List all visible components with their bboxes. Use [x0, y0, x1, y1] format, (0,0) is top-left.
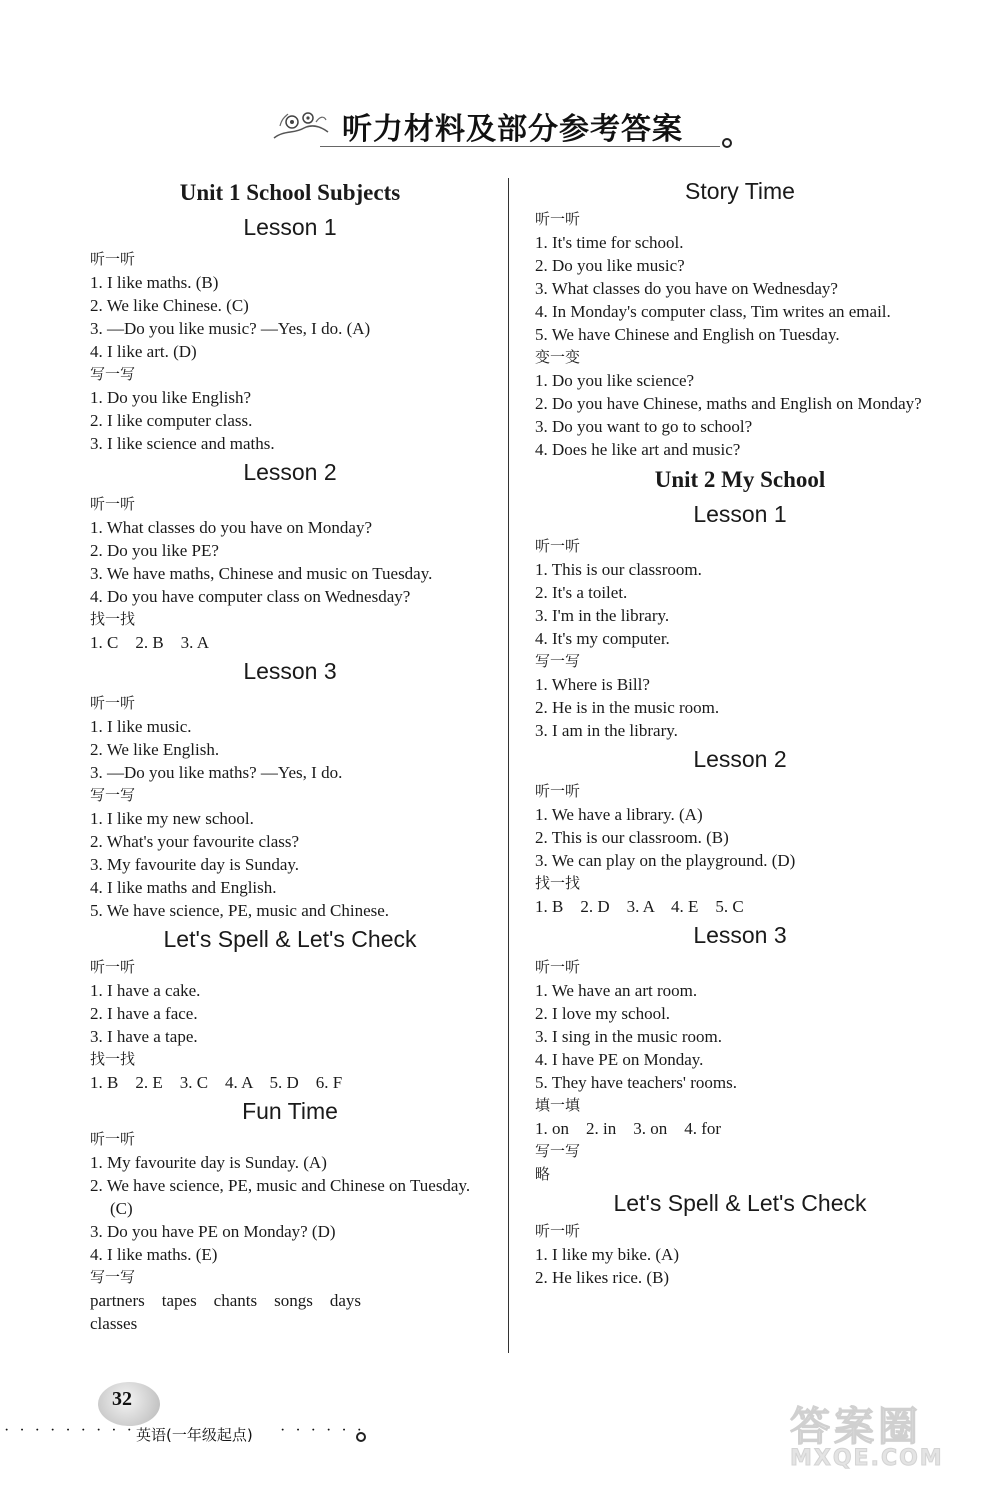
section-label: 听一听 [535, 537, 581, 555]
answer-line: 4. Does he like art and music? [535, 440, 741, 459]
answer-line: 2. He is in the music room. [535, 698, 720, 717]
answer-line: 3. I have a tape. [90, 1027, 198, 1046]
answer-line: 3. —Do you like maths? —Yes, I do. [90, 763, 343, 782]
page-number: 32 [112, 1388, 132, 1410]
answer-line: 略 [535, 1165, 551, 1183]
section-label: 听一听 [90, 495, 136, 513]
section-label: 变一变 [535, 348, 581, 366]
answer-line: 2. We like Chinese. (C) [90, 296, 249, 315]
lesson-heading: Lesson 2 [693, 746, 787, 772]
lesson-heading: Story Time [685, 178, 795, 204]
answer-line: 2. We like English. [90, 740, 220, 759]
answer-line: 1. Do you like English? [90, 388, 252, 407]
right-column [535, 174, 945, 1289]
lesson-heading: Lesson 3 [243, 658, 337, 684]
answer-line: 3. —Do you like music? —Yes, I do. (A) [90, 319, 371, 338]
answer-line: 3. I sing in the music room. [535, 1027, 722, 1046]
lesson-heading: Lesson 1 [243, 214, 337, 240]
column-divider [508, 178, 509, 1353]
header-ring-icon [722, 138, 732, 148]
answer-line: 1. We have an art room. [535, 981, 698, 1000]
lesson-heading: Fun Time [242, 1098, 338, 1124]
unit-heading: Unit 1 School Subjects [179, 180, 401, 205]
lesson-heading: Lesson 2 [243, 459, 337, 485]
answer-line: 1. I like my new school. [90, 809, 254, 828]
answer-line: 1. I have a cake. [90, 981, 201, 1000]
answer-line: 4. Do you have computer class on Wednesday? [90, 587, 411, 606]
section-label: 写一写 [535, 1142, 581, 1160]
section-label: 找一找 [535, 874, 581, 892]
answer-line: 3. Do you want to go to school? [535, 417, 753, 436]
answer-line: 4. I have PE on Monday. [535, 1050, 704, 1069]
answer-line: 3. I am in the library. [535, 721, 678, 740]
answer-line: 1. We have a library. (A) [535, 805, 703, 824]
answer-line: 3. I like science and maths. [90, 434, 275, 453]
header-underline [320, 146, 720, 147]
section-label: 听一听 [90, 958, 136, 976]
answer-line: 2. We have science, PE, music and Chinese on Tuesday. (C) [90, 1176, 471, 1218]
section-label: 填一填 [535, 1096, 581, 1114]
answer-line: 1. Do you like science? [535, 371, 695, 390]
footer-ring-icon [356, 1432, 366, 1442]
answer-line: 2. Do you have Chinese, maths and English on Monday? [535, 394, 922, 413]
answer-line: 2. I have a face. [90, 1004, 198, 1023]
section-label: 听一听 [535, 210, 581, 228]
section-label: 听一听 [535, 782, 581, 800]
answer-line: 3. I'm in the library. [535, 606, 670, 625]
answer-line: 4. I like art. (D) [90, 342, 197, 361]
answer-line: 1. I like music. [90, 717, 192, 736]
answer-line: 5. We have Chinese and English on Tuesday. [535, 325, 840, 344]
footer-subject: 英语(一年级起点) [136, 1426, 253, 1444]
answer-row: 1. C 2. B 3. A [90, 633, 210, 652]
answer-row: 1. B 2. E 3. C 4. A 5. D 6. F [90, 1073, 343, 1092]
section-label: 写一写 [90, 786, 136, 804]
page-footer [0, 1380, 480, 1450]
section-label: 找一找 [90, 610, 136, 628]
answer-line: classes [90, 1314, 138, 1333]
lesson-heading: Let's Spell & Let's Check [613, 1190, 867, 1216]
answer-line: 2. I love my school. [535, 1004, 671, 1023]
flower-decoration-icon [270, 108, 332, 144]
answer-line: 1. My favourite day is Sunday. (A) [90, 1153, 327, 1172]
answer-line: 2. He likes rice. (B) [535, 1268, 670, 1287]
answer-line: 2. What's your favourite class? [90, 832, 300, 851]
page-header [270, 100, 740, 160]
section-label: 写一写 [90, 1268, 136, 1286]
answer-line: 4. In Monday's computer class, Tim writes an email. [535, 302, 891, 321]
section-label: 写一写 [535, 652, 581, 670]
answer-line: 3. Do you have PE on Monday? (D) [90, 1222, 336, 1241]
section-label: 写一写 [90, 365, 136, 383]
section-label: 听一听 [90, 694, 136, 712]
watermark-logo-text: 答案圈 [790, 1404, 922, 1450]
answer-line: 4. It's my computer. [535, 629, 670, 648]
lesson-heading: Lesson 1 [693, 501, 787, 527]
footer-dots: · · · · · · [280, 1422, 365, 1439]
answer-line: 5. We have science, PE, music and Chinese. [90, 901, 390, 920]
answer-line: 5. They have teachers' rooms. [535, 1073, 737, 1092]
answer-line: 4. I like maths. (E) [90, 1245, 218, 1264]
page-title: 听力材料及部分参考答案 [342, 112, 683, 147]
section-label: 找一找 [90, 1050, 136, 1068]
unit-heading: Unit 2 My School [654, 467, 826, 492]
lesson-heading: Lesson 3 [693, 922, 787, 948]
watermark [790, 1395, 990, 1490]
answer-row: 1. B 2. D 3. A 4. E 5. C [535, 897, 744, 916]
answer-line: 3. We have maths, Chinese and music on Tuesday. [90, 564, 433, 583]
section-label: 听一听 [90, 250, 136, 268]
section-label: 听一听 [90, 1130, 136, 1148]
answer-line: 2. This is our classroom. (B) [535, 828, 729, 847]
answer-line: 2. I like computer class. [90, 411, 253, 430]
section-label: 听一听 [535, 958, 581, 976]
answer-line: 2. Do you like PE? [90, 541, 219, 560]
answer-line: 1. It's time for school. [535, 233, 684, 252]
answer-line: 1. What classes do you have on Monday? [90, 518, 373, 537]
lesson-heading: Let's Spell & Let's Check [163, 926, 417, 952]
answer-row: 1. on 2. in 3. on 4. for [535, 1119, 722, 1138]
answer-line: 1. Where is Bill? [535, 675, 650, 694]
answer-line: 3. What classes do you have on Wednesday? [535, 279, 838, 298]
footer-dots: · · · · · · · · · [4, 1422, 135, 1439]
answer-line: 4. I like maths and English. [90, 878, 277, 897]
answer-line: 2. Do you like music? [535, 256, 685, 275]
answer-line: 3. We can play on the playground. (D) [535, 851, 796, 870]
answer-line: 1. I like maths. (B) [90, 273, 219, 292]
answer-line: 2. It's a toilet. [535, 583, 628, 602]
section-label: 听一听 [535, 1222, 581, 1240]
answer-line: 3. My favourite day is Sunday. [90, 855, 300, 874]
answer-line: 1. This is our classroom. [535, 560, 702, 579]
answer-row: partners tapes chants songs days [90, 1291, 362, 1310]
answer-line: 1. I like my bike. (A) [535, 1245, 679, 1264]
watermark-url: MXQE.COM [790, 1446, 944, 1471]
left-column [90, 174, 490, 1335]
